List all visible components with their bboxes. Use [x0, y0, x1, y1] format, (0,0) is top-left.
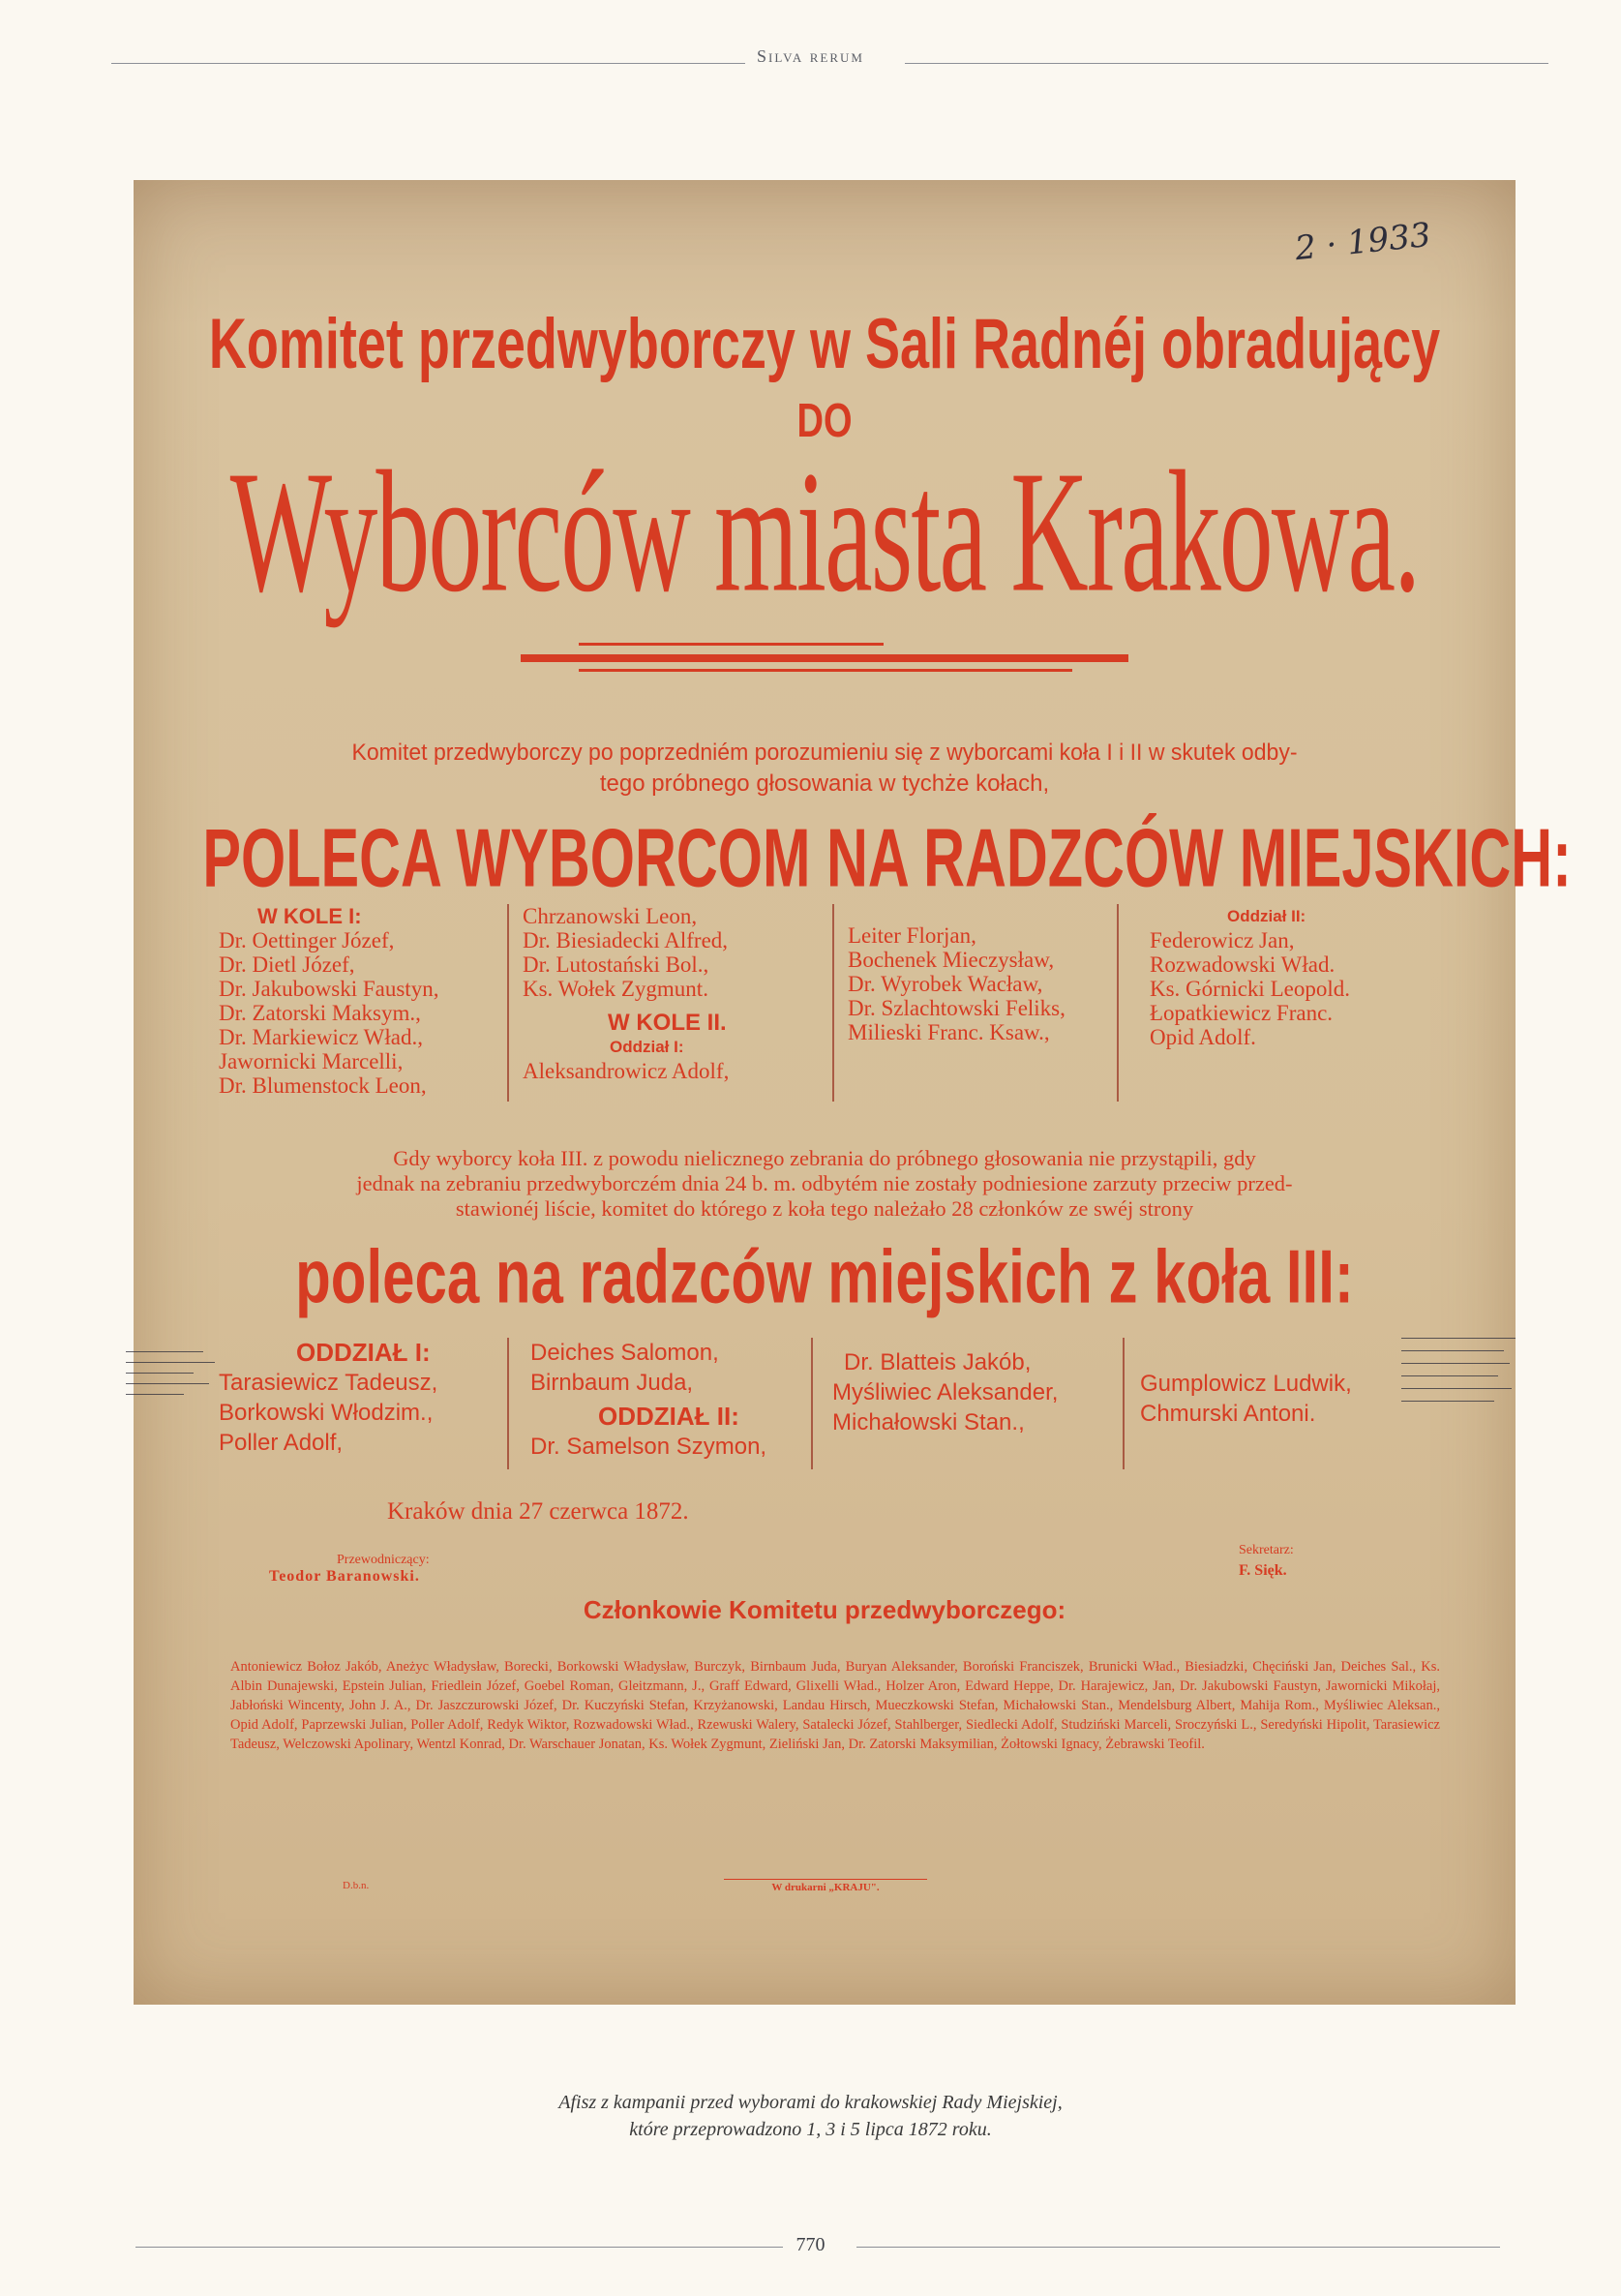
kolo1-name: Dr. Blumenstock Leon,: [219, 1073, 427, 1098]
kolo2-name: Opid Adolf.: [1150, 1025, 1256, 1049]
banner-poleca-wyborcom: POLECA WYBORCOM NA RADZCÓW MIEJSKICH:: [202, 810, 1572, 904]
figure-caption: [0, 2089, 1621, 2143]
kolo2-name: Federowicz Jan,: [1150, 928, 1295, 952]
kolo2-column-3: [848, 923, 1128, 1044]
printer-rule: [724, 1879, 927, 1880]
kolo3-name: Tarasiewicz Tadeusz,: [219, 1370, 438, 1396]
kolo2-name: Aleksandrowicz Adolf,: [523, 1059, 730, 1083]
members-title: Członkowie Komitetu przedwyborczego:: [583, 1595, 1066, 1624]
kolo3-name: Myśliwiec Aleksander,: [832, 1379, 1059, 1405]
heading-main: Wyborców miasta Krakowa.: [229, 435, 1420, 628]
margin-note-left: [126, 1351, 223, 1433]
kolo2-oddzial2-label: Oddział II:: [1227, 907, 1306, 925]
kolo1-name: Dr. Biesiadecki Alfred,: [523, 928, 729, 952]
kolo2-name: Dr. Szlachtowski Feliks,: [848, 996, 1066, 1020]
column-divider: [811, 1338, 813, 1469]
decorative-rule-3: [579, 669, 1072, 672]
caption-line1: Afisz z kampanii przed wyborami do krakowskiej Rady Miejskiej,: [558, 2092, 1063, 2113]
kolo3-oddzial1-header: ODDZIAŁ I:: [296, 1338, 431, 1367]
members-list: [230, 1657, 1440, 1754]
column-divider: [832, 904, 834, 1102]
kolo1-name: Chrzanowski Leon,: [523, 904, 698, 928]
kolo1-column: [219, 904, 509, 1098]
kolo1-name: Dr. Markiewicz Wład.,: [219, 1025, 423, 1049]
kolo3-oddzial1-column: [219, 1338, 499, 1458]
kolo2-oddzial2-column: [1150, 904, 1440, 1049]
kolo3-oddzial2-header: ODDZIAŁ II:: [598, 1402, 739, 1431]
handwritten-reference: 2 · 1933: [1293, 215, 1433, 269]
paragraph-line3: stawionéj liście, komitet do którego z koła tego należało 28 członków ze swéj strony: [455, 1196, 1194, 1221]
kolo3-name: Birnbaum Juda,: [530, 1370, 694, 1396]
kolo1-name: Dr. Lutostański Bol.,: [523, 952, 709, 977]
kolo3-name: Borkowski Włodzim.,: [219, 1400, 434, 1426]
chair-label: Przewodniczący:: [337, 1553, 430, 1567]
secretary-label: Sekretarz:: [1239, 1543, 1294, 1557]
printer-imprint: W drukarni „KRAJU".: [771, 1882, 880, 1893]
column-divider: [507, 1338, 509, 1469]
kolo2-name: Dr. Wyrobek Wacław,: [848, 972, 1043, 996]
kolo3-name: Michałowski Stan.,: [832, 1409, 1025, 1435]
kolo3-name: Poller Adolf,: [219, 1430, 344, 1456]
kolo2-header: W KOLE II.: [608, 1010, 727, 1036]
page-number-text: 770: [783, 2234, 839, 2255]
kolo1-name: Jawornicki Marcelli,: [219, 1049, 404, 1073]
kolo3-name: Dr. Samelson Szymon,: [530, 1434, 767, 1460]
poster: [134, 180, 1572, 2005]
decorative-rule-2: [521, 654, 1128, 662]
heading-line1: Komitet przedwyborczy w Sali Radnéj obradujący: [208, 305, 1441, 384]
date-line: Kraków dnia 27 czerwca 1872.: [387, 1498, 689, 1525]
intro-line1: Komitet przedwyborczy po poprzedniém porozumieniu się z wyborcami koła I i II w skutek odby-: [351, 740, 1298, 766]
kolo1-name: Dr. Dietl Józef,: [219, 952, 355, 977]
column-divider: [1123, 1338, 1125, 1469]
kolo2-name: Łopatkiewicz Franc.: [1150, 1001, 1334, 1025]
kolo2-name: Bochenek Mieczysław,: [848, 948, 1055, 972]
kolo1-column-2: [523, 904, 803, 1083]
kolo3-name: Gumplowicz Ludwik,: [1140, 1371, 1352, 1397]
kolo1-header: W KOLE I:: [257, 904, 362, 928]
kolo3-name: Deiches Salomon,: [530, 1340, 719, 1366]
intro-line2: tego próbnego głosowania w tychże kołach,: [599, 770, 1050, 797]
running-head: [0, 46, 1621, 67]
kolo2-name: Rozwadowski Wład.: [1150, 952, 1336, 977]
paragraph-line1: Gdy wyborcy koła III. z powodu nielicznego zebrania do próbnego głosowania nie przystąpili, gdy: [393, 1146, 1256, 1170]
chair-name: Teodor Baranowski.: [269, 1568, 420, 1585]
kolo2-name: Ks. Górnicki Leopold.: [1150, 977, 1350, 1001]
kolo2-oddzial1-label: Oddział I:: [610, 1038, 684, 1056]
kolo3-name: Dr. Blatteis Jakób,: [844, 1349, 1032, 1375]
paragraph-line2: jednak na zebraniu przedwyborczém dnia 24 b. m. odbytém nie zostały podniesione zarzuty przeciw przed-: [356, 1171, 1293, 1195]
members-text: Antoniewicz Bołoz Jakób, Aneżyc Władysław, Borecki, Borkowski Władysław, Burczyk, Birnbaum Juda, Buryan Aleksander, Boroński Franciszek, Brunicki Wład., Biesiadzki, Chęciński Jan, Deiches Sal., Ks. Albin Dunajewski, Epstein Julian, Friedlein Józef, Goebel Roman, Gleitzmann, J., Graff Edward, Glixelli Wład., Holzer Aron, Edward Heppe, Dr. Harajewicz, Jan, Dr. Jakubowski Faustyn, Jawornicki Mikołaj, Jabłoński Wincenty, John J. A., Dr. Jaszczurowski Józef, Dr. Kuczyński Stefan, Krzyżanowski, Landau Hirsch, Mueczkowski Stefan, Michałowski Stan., Mendelsburg Albert, Mahija Rom., Myśliwiec Aleksan., Opid Adolf, Paprzewski Julian, Poller Adolf, Redyk Wiktor, Rozwadowski Wład., Rzewuski Walery, Satalecki Józef, Stahlberger, Siedlecki Adolf, Studziński Marceli, Sroczyński L., Seredyński Hipolit, Tarasiewicz Tadeusz, Welczowski Apolinary, Wentzl Konrad, Dr. Warschauer Jonatan, Ks. Wołek Zygmunt, Zieliński Jan, Dr. Zatorski Maksymilian, Żołtowski Ignacy, Żebrawski Teofil.: [230, 1659, 1440, 1752]
kolo2-name: Leiter Florjan,: [848, 923, 976, 948]
banner-poleca-kolo3: poleca na radzców miejskich z koła III:: [295, 1234, 1354, 1319]
small-mark: D.b.n.: [343, 1880, 370, 1891]
kolo3-oddzial2-column: [530, 1338, 821, 1462]
kolo1-name: Ks. Wołek Zygmunt.: [523, 977, 708, 1001]
kolo1-name: Dr. Jakubowski Faustyn,: [219, 977, 439, 1001]
kolo2-name: Milieski Franc. Ksaw.,: [848, 1020, 1050, 1044]
column-divider: [507, 904, 509, 1102]
caption-line2: które przeprowadzono 1, 3 i 5 lipca 1872 roku.: [629, 2119, 992, 2140]
kolo3-column-4: [1140, 1369, 1411, 1429]
running-head-text: Silva rerum: [745, 46, 876, 66]
heading-do: DO: [796, 395, 853, 448]
secretary-name: F. Sięk.: [1239, 1562, 1287, 1579]
column-divider: [1117, 904, 1119, 1102]
kolo1-name: Dr. Zatorski Maksym.,: [219, 1001, 421, 1025]
kolo3-name: Chmurski Antoni.: [1140, 1401, 1316, 1427]
margin-note-right: [1401, 1338, 1527, 1435]
kolo1-name: Dr. Oettinger Józef,: [219, 928, 395, 952]
decorative-rule-1: [579, 643, 884, 646]
kolo3-column-3: [832, 1347, 1123, 1437]
page-number: [0, 2234, 1621, 2256]
